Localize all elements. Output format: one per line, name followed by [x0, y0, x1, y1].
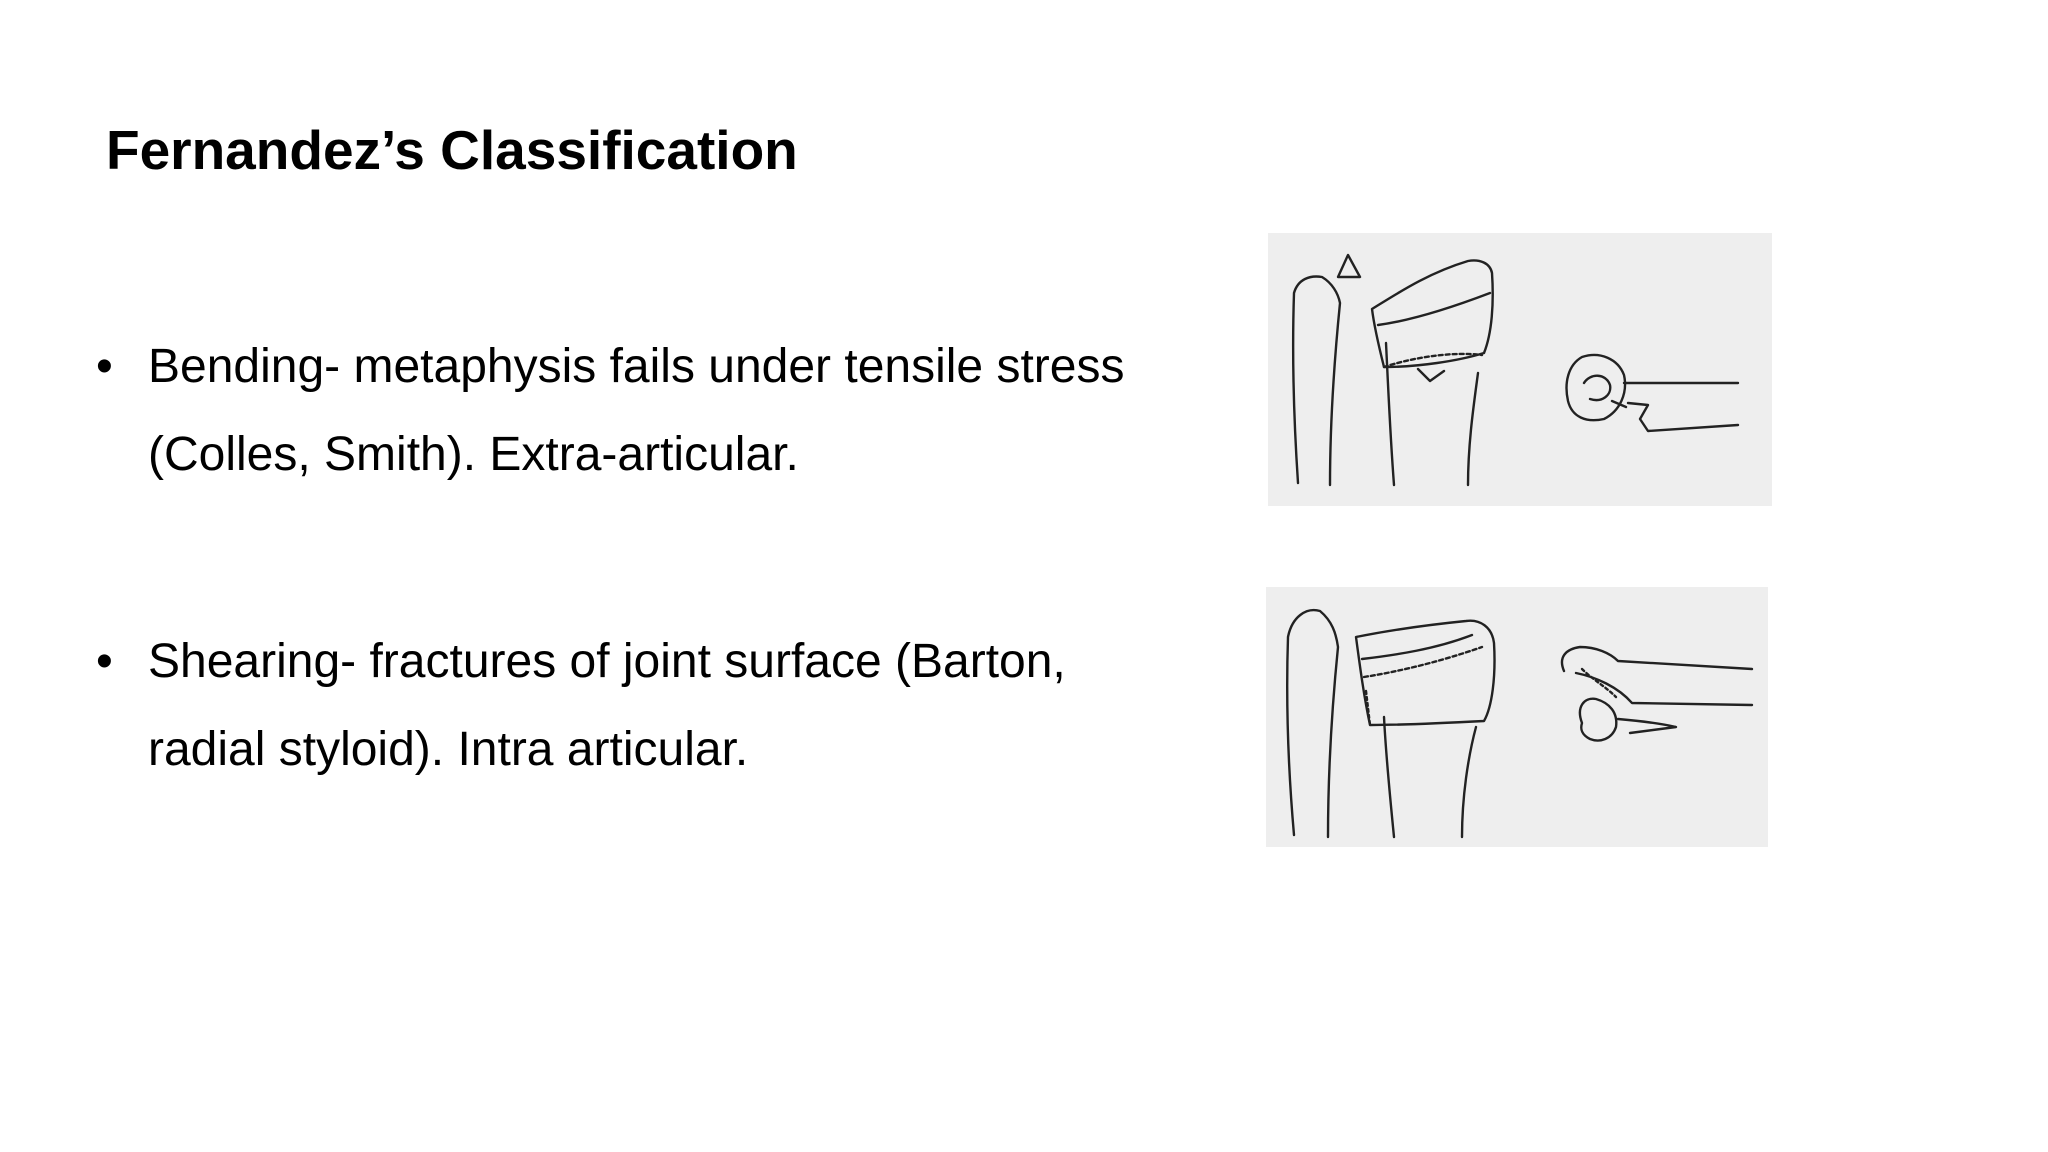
bullet-item-bending: [96, 323, 1196, 499]
bullet-text-bending: Bending- metaphysis fails under tensile stress (Colles, Smith). Extra-articular.: [148, 340, 1125, 481]
bullet-item-shearing: [96, 618, 1196, 794]
bending-fracture-drawing: [1268, 233, 1772, 506]
bullet-text-shearing: Shearing- fractures of joint surface (Barton, radial styloid). Intra articular.: [148, 635, 1066, 776]
shearing-fracture-drawing: [1266, 587, 1768, 847]
bullet-marker: •: [96, 635, 113, 688]
bending-fracture-illustration: [1268, 233, 1772, 506]
shearing-fracture-illustration: [1266, 587, 1768, 847]
slide-title: Fernandez’s Classification: [106, 119, 798, 181]
bullet-marker: •: [96, 340, 113, 393]
